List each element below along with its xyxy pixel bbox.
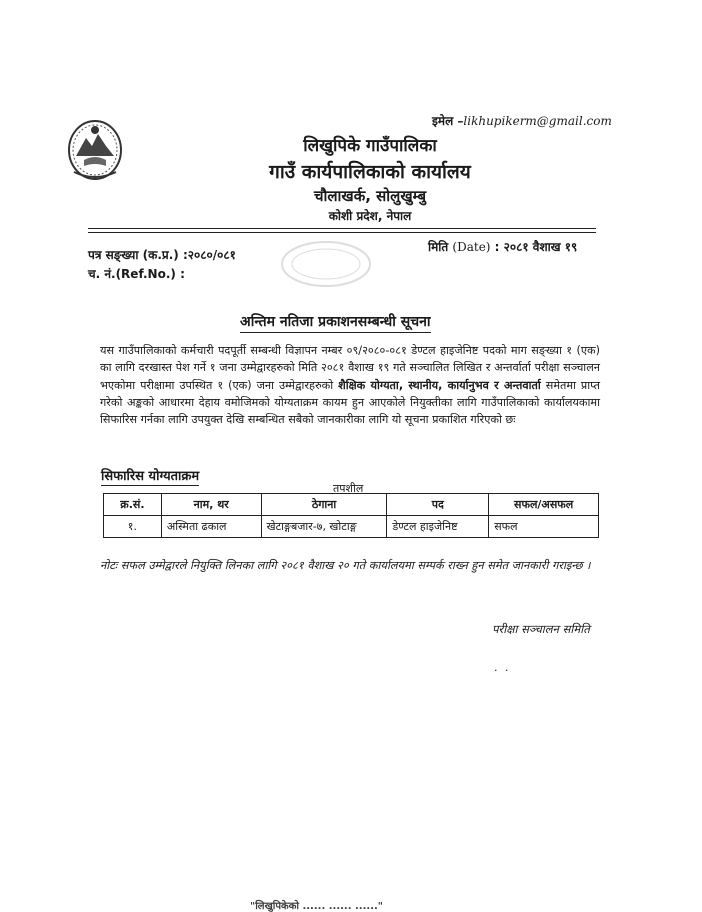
municipality-name: लिखुपिके गाउँपालिका	[303, 136, 437, 156]
col-post: पद	[387, 494, 489, 516]
cell-serial: १.	[104, 516, 162, 538]
cell-result: सफल	[489, 516, 599, 538]
date-line	[428, 238, 577, 255]
cell-post: डेण्टल हाइजेनिष्ट	[387, 516, 489, 538]
table-caption: तपशील	[333, 482, 364, 495]
col-name: नाम, थर	[161, 494, 261, 516]
body-bold-criteria: शैक्षिक योग्यता, स्थानीय, कार्यानुभव र अन्तवार्ता	[338, 378, 541, 392]
note-text: नोटः सफल उम्मेद्वारले नियुक्ति लिनका लागि २०८१ वैशाख २० गते कार्यालयमा सम्पर्क राख्न हुन समेत जानकारी गराइन्छ ।	[100, 559, 591, 572]
nepal-emblem-icon	[66, 116, 124, 182]
notice-body	[100, 342, 600, 428]
results-table	[103, 493, 599, 538]
body-part-1: यस गाउँपालिकाको कर्मचारी पदपूर्ती सम्बन्धी विज्ञापन नम्बर ०९/२०८०-०८१ डेण्टल हाइजेनिष्ट पदको माग सङ्ख्या १ (एक) का लागि दरखास्त पेश गर्ने १ जना उम्मेद्वारहरुको मिति २०८१ वैशाख १९ गते सञ्चालित लिखित र अन्तर्वार्ता परीक्षा सञ्चालन भएकोमा परीक्षामा उपस्थित १ (एक) जना उम्मेद्वारहरुको	[100, 344, 600, 392]
col-serial: क्र.सं.	[104, 494, 162, 516]
office-location: चौलाखर्क, सोलुखुम्बु	[313, 187, 427, 205]
table-header-row	[104, 494, 599, 516]
email-address: likhupikerm@gmail.com	[463, 114, 612, 128]
cell-name: अस्मिता ढकाल	[161, 516, 261, 538]
col-result: सफल/असफल	[489, 494, 599, 516]
email-label: इमेल –	[432, 114, 464, 128]
col-address: ठेगाना	[261, 494, 387, 516]
ink-marks: · ·	[494, 664, 511, 677]
body-part-2: समेतमा प्राप्त गरेको अङ्कको आधारमा देहाय वमोजिमको योग्यताक्रम कायम हुन आएकोले नियुक्तीका लागि गाउँपालिकाको कार्यालयकामा सिफारिस गर्नका लागि उपयुक्त देखि सम्बन्धित सबैको जानकारीका लागि यो सूचना प्रकाशित गरिएको छः	[100, 378, 601, 427]
letter-number: पत्र सङ्ख्या (क.प्र.) :२०८०/०८१	[88, 248, 236, 262]
date-value: : २०८१ वैशाख १९	[494, 240, 578, 254]
footer-text: "लिखुपिकेको ...... ...... ......"	[250, 901, 384, 912]
date-label: मिति	[428, 240, 449, 254]
section-title: सिफारिस योग्यताक्रम	[101, 466, 199, 486]
province-line: कोशी प्रदेश, नेपाल	[328, 209, 412, 223]
header-divider-secondary	[88, 232, 596, 233]
signatory: परीक्षा सञ्चालन समिति	[492, 622, 590, 636]
header-divider	[88, 228, 596, 229]
table-row	[104, 516, 599, 538]
reference-number: च. नं.(Ref.No.) :	[88, 267, 185, 281]
notice-title: अन्तिम नतिजा प्रकाशनसम्बन्धी सूचना	[240, 312, 431, 333]
email-line	[432, 112, 612, 129]
office-stamp-icon	[278, 238, 374, 290]
office-name: गाउँ कार्यपालिकाको कार्यालय	[269, 161, 471, 183]
date-label-en: (Date)	[452, 240, 491, 254]
cell-address: खेटाङ्गबजार-७, खोटाङ्ग	[261, 516, 387, 538]
